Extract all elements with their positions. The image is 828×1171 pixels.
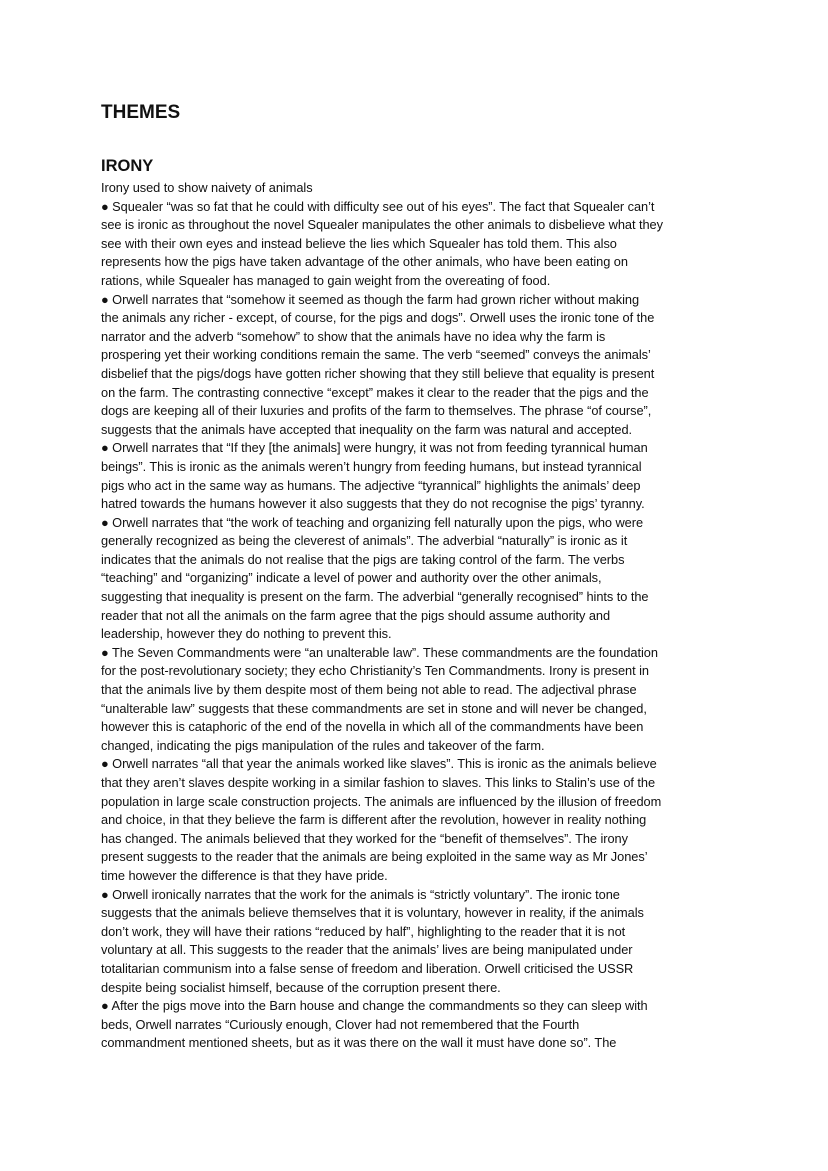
- body-line: ● Orwell narrates “all that year the animals worked like slaves”. This is ironic as the animals believe: [101, 756, 657, 772]
- body-line: pigs who act in the same way as humans. The adjective “tyrannical” highlights the animals’ deep: [101, 477, 641, 493]
- body-line: has changed. The animals believed that they worked for the “benefit of themselves”. The irony: [101, 830, 628, 846]
- body-line: indicates that the animals do not realise that the pigs are taking control of the farm. The verbs: [101, 551, 625, 567]
- body-line: ● The Seven Commandments were “an unalterable law”. These commandments are the foundation: [101, 644, 658, 660]
- body-line: rations, while Squealer has managed to gain weight from the overeating of food.: [101, 272, 551, 288]
- body-line: that the animals live by them despite most of them being not able to read. The adjectival phrase: [101, 682, 637, 698]
- body-line: for the post-revolutionary society; they echo Christianity’s Ten Commandments. Irony is present in: [101, 663, 649, 679]
- body-line: voluntary at all. This suggests to the reader that the animals’ lives are being manipulated under: [101, 942, 633, 958]
- body-line: Irony used to show naivety of animals: [101, 180, 313, 195]
- body-line: however this is cataphoric of the end of the novella in which all of the commandments have been: [101, 719, 644, 735]
- body-line: generally recognized as being the cleverest of animals”. The adverbial “naturally” is ironic as it: [101, 533, 628, 549]
- body-line: ● Squealer “was so fat that he could with difficulty see out of his eyes”. The fact that Squealer can’t: [101, 198, 655, 214]
- body-line: totalitarian communism into a false sense of freedom and liberation. Orwell criticised the USSR: [101, 960, 634, 976]
- body-line: prospering yet their working conditions remain the same. The verb “seemed” conveys the animals’: [101, 347, 651, 363]
- body-line: leadership, however they do nothing to prevent this.: [101, 626, 392, 642]
- body-line: beings”. This is ironic as the animals weren’t hungry from feeding humans, but instead tyrannical: [101, 458, 642, 474]
- body-line: population in large scale construction projects. The animals are influenced by the illusion of freedom: [101, 793, 662, 809]
- body-line: ● Orwell narrates that “If they [the animals] were hungry, it was not from feeding tyrannical human: [101, 440, 648, 456]
- body-line: beds, Orwell narrates “Curiously enough, Clover had not remembered that the Fourth: [101, 1016, 580, 1032]
- body-line: ● Orwell ironically narrates that the work for the animals is “strictly voluntary”. The ironic tone: [101, 886, 620, 902]
- body-line: suggests that the animals have accepted that inequality on the farm was natural and accepted.: [101, 421, 633, 437]
- body-line: narrator and the adverb “somehow” to show that the animals have no idea why the farm is: [101, 328, 606, 344]
- section-body: [101, 179, 733, 1053]
- body-line: “unalterable law” suggests that these commandments are set in stone and will never be changed,: [101, 700, 647, 716]
- body-line: disbelief that the pigs/dogs have gotten richer showing that they still believe that equality is present: [101, 365, 655, 381]
- body-line: dogs are keeping all of their luxuries and profits of the farm to themselves. The phrase “of course”,: [101, 403, 652, 419]
- body-line: suggests that the animals believe themselves that it is voluntary, however in reality, if the animals: [101, 905, 644, 921]
- body-line: and choice, in that they believe the farm is different after the revolution, however in reality nothing: [101, 812, 647, 828]
- body-line: “teaching” and “organizing” indicate a level of power and authority over the other animals,: [101, 570, 602, 586]
- body-line: the animals any richer - except, of course, for the pigs and dogs”. Orwell uses the ironic tone of the: [101, 310, 655, 326]
- body-line: despite being socialist himself, because of the corruption present there.: [101, 979, 501, 995]
- body-line: represents how the pigs have taken advantage of the other animals, who have been eating on: [101, 254, 628, 270]
- body-line: ● Orwell narrates that “somehow it seemed as though the farm had grown richer without making: [101, 291, 640, 307]
- page-heading: THEMES: [101, 102, 181, 123]
- body-line: commandment mentioned sheets, but as it was there on the wall it must have done so”. The: [101, 1035, 617, 1051]
- document-page: [101, 100, 733, 1053]
- body-line: that they aren’t slaves despite working in a similar fashion to slaves. This links to Stalin’s use of the: [101, 775, 656, 790]
- body-line: time however the difference is that they have pride.: [101, 867, 388, 883]
- body-line: changed, indicating the pigs manipulation of the rules and takeover of the farm.: [101, 737, 545, 753]
- body-line: don’t work, they will have their rations “reduced by half”, highlighting to the reader that it is not: [101, 923, 626, 939]
- body-line: ● After the pigs move into the Barn house and change the commandments so they can sleep with: [101, 998, 648, 1014]
- body-line: present suggests to the reader that the animals are being exploited in the same way as Mr Jones’: [101, 849, 648, 865]
- body-line: suggesting that inequality is present on the farm. The adverbial “generally recognised” hints to the: [101, 589, 649, 605]
- section-title: IRONY: [101, 157, 154, 175]
- body-line: hatred towards the humans however it also suggests that they do not recognise the pigs’ tyranny.: [101, 496, 645, 512]
- body-line: see is ironic as throughout the novel Squealer manipulates the other animals to disbelieve what they: [101, 217, 663, 233]
- body-line: on the farm. The contrasting connective “except” makes it clear to the reader that the pigs and the: [101, 384, 649, 400]
- body-line: ● Orwell narrates that “the work of teaching and organizing fell naturally upon the pigs, who were: [101, 514, 644, 530]
- body-line: see with their own eyes and instead believe the lies which Squealer has told them. This also: [101, 235, 617, 251]
- body-line: reader that not all the animals on the farm agree that the pigs should assume authority and: [101, 607, 611, 623]
